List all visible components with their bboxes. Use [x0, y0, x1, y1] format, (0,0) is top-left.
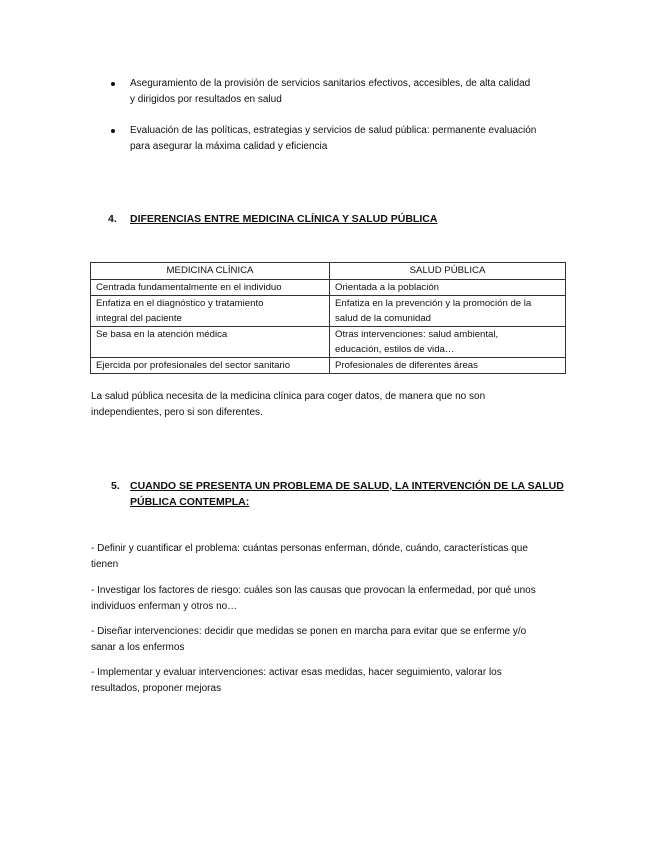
- table-cell: [330, 280, 566, 296]
- cell-text: Enfatiza en el diagnóstico y tratamiento: [96, 298, 264, 309]
- list-item: resultados, proponer mejoras: [91, 683, 222, 694]
- table-cell: [91, 358, 330, 374]
- bullet-text: Evaluación de las políticas, estrategias y servicios de salud pública: permanente evaluación: [130, 125, 537, 136]
- table-cell: [91, 296, 330, 327]
- bullet-icon: [111, 82, 115, 86]
- cell-text: Ejercida por profesionales del sector sanitario: [96, 360, 291, 371]
- cell-text: Enfatiza en la prevención y la promoción de la: [335, 298, 532, 309]
- table-header: SALUD PÚBLICA: [330, 263, 566, 280]
- table-cell: [91, 327, 330, 358]
- table-header: MEDICINA CLÍNICA: [91, 263, 330, 280]
- table-row: [91, 327, 566, 358]
- table-cell: [330, 296, 566, 327]
- list-item: tienen: [91, 559, 119, 570]
- table-cell: [91, 280, 330, 296]
- table-row: [91, 358, 566, 374]
- list-item: - Diseñar intervenciones: decidir que medidas se ponen en marcha para evitar que se enferme y/o: [91, 626, 527, 637]
- section-5-heading: CUANDO SE PRESENTA UN PROBLEMA DE SALUD, LA INTERVENCIÓN DE LA SALUD: [130, 480, 564, 492]
- list-item: - Definir y cuantificar el problema: cuántas personas enferman, dónde, cuándo, características que: [91, 543, 528, 554]
- cell-text: Profesionales de diferentes áreas: [335, 360, 478, 371]
- table-row: [91, 280, 566, 296]
- table-row: [91, 296, 566, 327]
- section-4-number: 4.: [108, 213, 117, 225]
- section-5-number: 5.: [111, 480, 120, 492]
- table-cell: [330, 358, 566, 374]
- list-item: sanar a los enfermos: [91, 642, 185, 653]
- bullet-text: para asegurar la máxima calidad y eficiencia: [130, 141, 328, 152]
- section-5-heading: PÚBLICA CONTEMPLA:: [130, 496, 250, 508]
- bullet-icon: [111, 129, 115, 133]
- section-4-heading: DIFERENCIAS ENTRE MEDICINA CLÍNICA Y SALUD PÚBLICA: [130, 213, 438, 225]
- cell-text: integral del paciente: [96, 313, 182, 324]
- list-item: individuos enferman y otros no…: [91, 601, 238, 612]
- cell-text: salud de la comunidad: [335, 313, 432, 324]
- cell-text: Centrada fundamentalmente en el individuo: [96, 282, 282, 293]
- cell-text: Orientada a la población: [335, 282, 440, 293]
- paragraph-line: La salud pública necesita de la medicina clínica para coger datos, de manera que no son: [91, 391, 486, 402]
- cell-text: Otras intervenciones: salud ambiental,: [335, 329, 499, 340]
- table-cell: [330, 327, 566, 358]
- list-item: - Implementar y evaluar intervenciones: activar esas medidas, hacer seguimiento, valorar los: [91, 667, 502, 678]
- table-header-row: [91, 263, 566, 280]
- cell-text: Se basa en la atención médica: [96, 329, 228, 340]
- cell-text: educación, estilos de vida…: [335, 344, 455, 355]
- paragraph-line: independientes, pero si son diferentes.: [91, 407, 263, 418]
- list-item: - Investigar los factores de riesgo: cuáles son las causas que provocan la enfermedad, por qué unos: [91, 585, 536, 596]
- bullet-text: y dirigidos por resultados en salud: [130, 94, 282, 105]
- bullet-text: Aseguramiento de la provisión de servicios sanitarios efectivos, accesibles, de alta calidad: [130, 78, 531, 89]
- comparison-table: [90, 262, 566, 374]
